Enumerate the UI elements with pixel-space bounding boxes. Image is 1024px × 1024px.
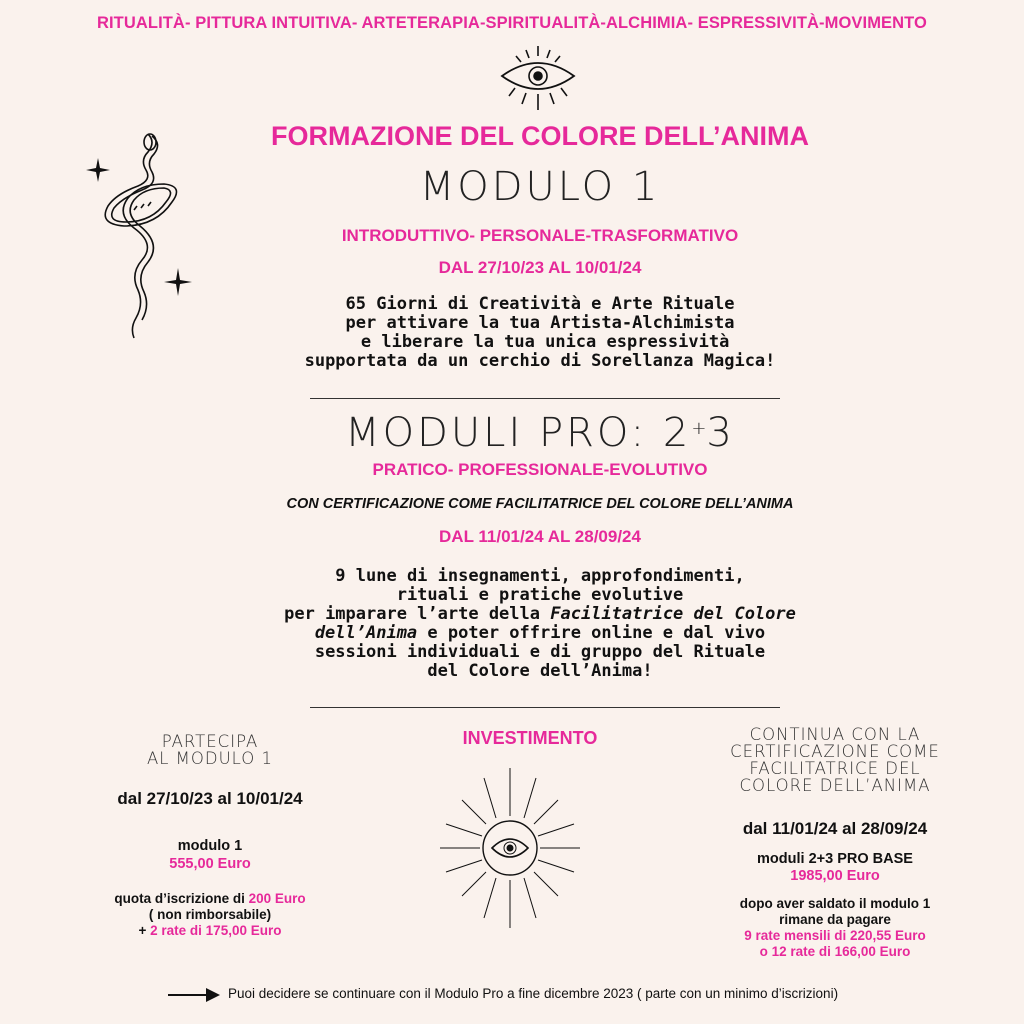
pro-description (230, 567, 850, 681)
left-col-dates: dal 27/10/23 al 10/01/24 (117, 789, 303, 808)
pro-description-line: del Colore dell’Anima! (427, 661, 653, 681)
arrow-right-icon (168, 987, 220, 1003)
module1-description: 65 Giorni di Creatività e Arte Rituale per attivare la tua Artista-Alchimista e liberare la tua unica espressività supportata da un cerchio di Sorellanza Magica! (304, 294, 776, 371)
right-col-dates: dal 11/01/24 al 28/09/24 (742, 819, 928, 838)
pro-description-line: dell’Anima e poter offrire online e dal vivo (314, 623, 766, 643)
fee-prefix: quota d’iscrizione di (114, 891, 249, 906)
fee-amount: 200 Euro (248, 891, 306, 906)
pro-description-line: sessioni individuali e di gruppo del Rituale (314, 642, 766, 662)
eye-icon (498, 44, 578, 114)
installments: 2 rate di 175,00 Euro (150, 923, 282, 938)
footer-note: Puoi decidere se continuare con il Modulo Pro a fine dicembre 2023 ( parte con un minimo d’iscrizioni) (228, 986, 839, 1001)
left-col-module-label: modulo 1 (177, 838, 243, 854)
pro-dates: DAL 11/01/24 AL 28/09/24 (439, 527, 641, 546)
pro-description-line: 9 lune di insegnamenti, approfondimenti, (335, 566, 745, 586)
payment-note: rimane da pagare (779, 912, 891, 927)
pro-subtitle: PRATICO- PROFESSIONALE-EVOLUTIVO (372, 460, 708, 479)
payment-note: dopo aver saldato il modulo 1 (739, 896, 931, 911)
topline-keywords: RITUALITÀ- PITTURA INTUITIVA- ARTETERAPIA-SPIRITUALITÀ-ALCHIMIA- ESPRESSIVITÀ-MOVIMENTO (96, 14, 927, 32)
investment-heading: INVESTIMENTO (462, 728, 598, 748)
pro-certification: CON CERTIFICAZIONE COME FACILITATRICE DEL COLORE DELL’ANIMA (286, 496, 794, 512)
module1-dates: DAL 27/10/23 AL 10/01/24 (438, 258, 642, 277)
pro-description-line: rituali e pratiche evolutive (396, 585, 684, 605)
pro-heading-end: 3 (706, 410, 735, 456)
right-col-module-label: moduli 2+3 PRO BASE (757, 851, 913, 867)
radiant-eye-illustration (440, 768, 580, 928)
right-col-heading (690, 726, 980, 794)
payment-option: 9 rate mensili di 220,55 Euro (744, 928, 926, 943)
left-col-heading-line: PARTECIPA (161, 732, 259, 751)
pro-description-line: per imparare l’arte della Facilitatrice del Colore (284, 604, 796, 624)
left-col-heading-line: AL MODULO 1 (146, 749, 274, 768)
right-col-heading-line: COLORE DELL’ANIMA (739, 776, 931, 795)
module1-subtitle: INTRODUTTIVO- PERSONALE-TRASFORMATIVO (341, 226, 739, 245)
fee-note: ( non rimborsabile) (148, 907, 272, 922)
right-col-heading-line: FACILITATRICE DEL (749, 759, 921, 778)
sparkle-icon (86, 158, 192, 296)
program-title: FORMAZIONE DEL COLORE DELL’ANIMA (271, 121, 809, 151)
module1-heading: MODULO 1 (419, 164, 661, 210)
divider (310, 398, 780, 399)
right-col-heading-line: CONTINUA CON LA (749, 725, 921, 744)
radiant-eye-icon (440, 768, 580, 928)
left-col-price: 555,00 Euro (169, 856, 251, 872)
right-col-heading-line: CERTIFICAZIONE COME (730, 742, 940, 761)
snake-icon (105, 134, 176, 338)
divider (310, 707, 780, 708)
right-col-payment (690, 896, 980, 960)
left-col-fee (60, 891, 360, 939)
left-col-heading (110, 733, 310, 767)
pro-heading-main: MODULI PRO: 2 (345, 410, 692, 456)
pro-heading-plus: + (691, 418, 707, 439)
installments-prefix: + (138, 923, 151, 938)
snake-illustration (86, 128, 198, 344)
pro-heading (300, 410, 780, 456)
payment-option: o 12 rate di 166,00 Euro (759, 944, 911, 959)
right-col-price: 1985,00 Euro (790, 868, 880, 884)
